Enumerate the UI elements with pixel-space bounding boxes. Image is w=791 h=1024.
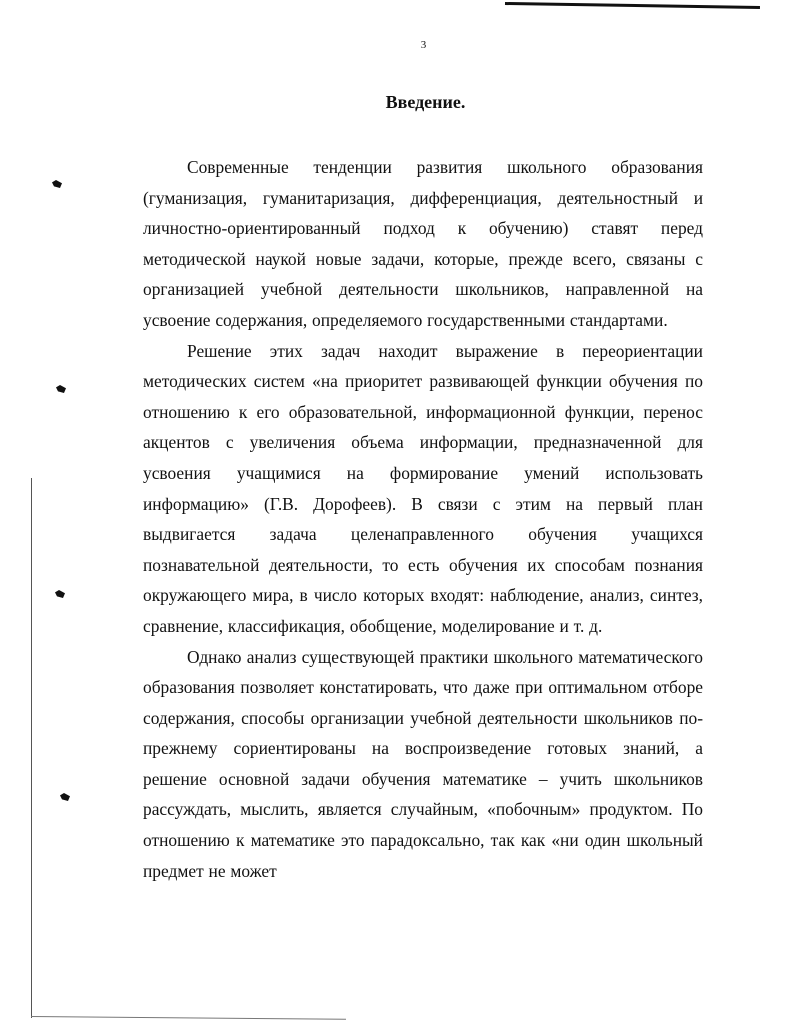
scan-top-edge-line bbox=[505, 2, 760, 9]
paragraph-2: Решение этих задач находит выражение в переориентации методических систем «на приоритет развивающей функции обучения по отношению к его образовательной, информационной функции, перенос акцентов с увеличения объема информации, предназначенной для усвоения учащимися на формирование умений использовать информацию» (Г.В. Дорофеев). В связи с этим на первый план выдвигается задача целенаправленного обучения учащихся познавательной деятельности, то есть обучения их способам познания окружающего мира, в число которых входят: наблюдение, анализ, синтез, сравнение, классификация, обобщение, моделирование и т. д. bbox=[143, 340, 703, 636]
scan-left-edge-line bbox=[31, 478, 32, 1018]
paragraph-3: Однако анализ существующей практики школьного математического образования позволяет констатировать, что даже при оптимальном отборе содержания, способы организации учебной деятельности школьников по-прежнему сориентированы на воспроизведение готовых знаний, а решение основной задачи обучения математике – учить школьников рассуждать, мыслить, является случайным, «побочным» продуктом. По отношению к математике это парадоксально, так как «ни один школьный предмет не может bbox=[143, 646, 703, 881]
paragraph-1: Современные тенденции развития школьного образования (гуманизация, гуманитаризация, дифференциация, деятельностный и личностно-ориентированный подход к обучению) ставят перед методической наукой новые задачи, которые, прежде всего, связаны с организацией учебной деятельности школьников, направленной на усвоение содержания, определяемого государственными стандартами. bbox=[143, 157, 703, 330]
binding-hole-mark-icon bbox=[52, 180, 62, 188]
section-heading: Введение. bbox=[385, 92, 466, 112]
page-number: 3 bbox=[420, 39, 427, 51]
document-body bbox=[143, 152, 703, 886]
binding-hole-mark-icon bbox=[60, 793, 70, 801]
binding-hole-mark-icon bbox=[56, 385, 66, 393]
binding-hole-mark-icon bbox=[55, 590, 65, 598]
scan-bottom-edge-line bbox=[31, 1016, 346, 1020]
